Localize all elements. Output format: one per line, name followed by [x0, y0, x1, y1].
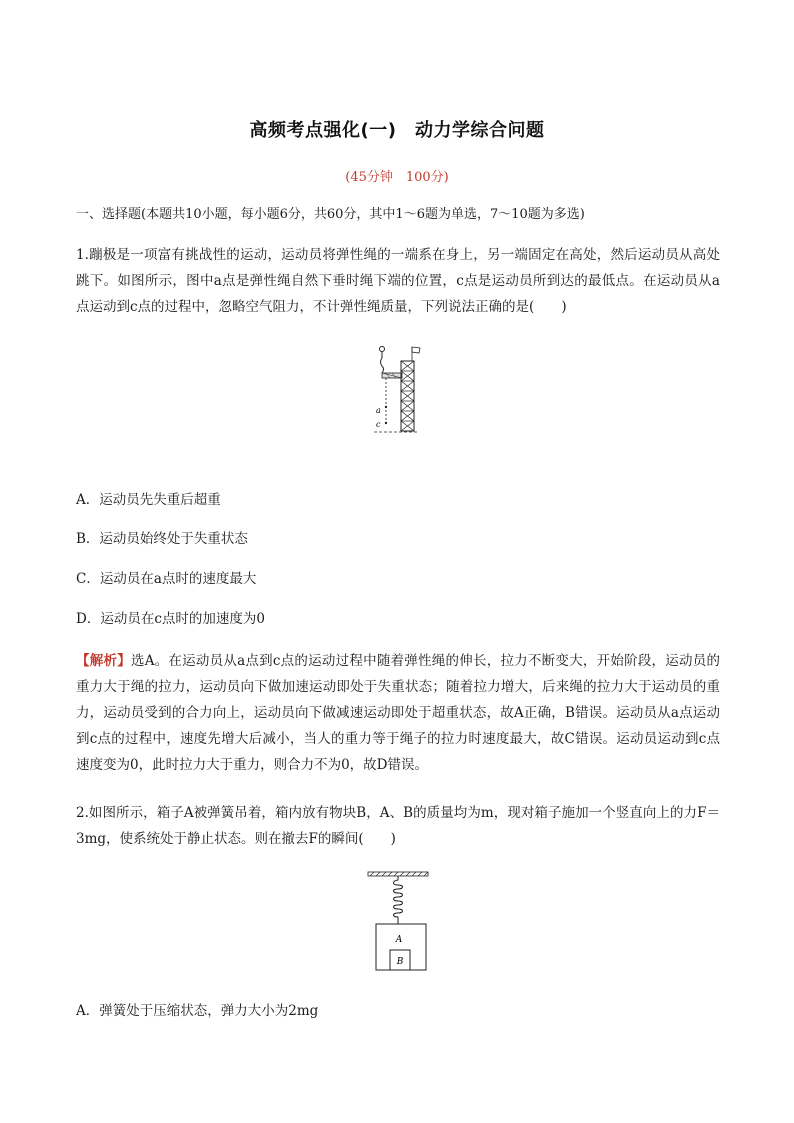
question-2-stem: 2.如图所示，箱子A被弹簧吊着，箱内放有物块B，A、B的质量均为m，现对箱子施加一个竖直向上的力F＝3mg，使系统处于静止状态。则在撤去F的瞬间( ): [76, 805, 720, 847]
spring-box-figure: [366, 868, 430, 972]
analysis-tag: 【解析】: [76, 653, 131, 669]
question-1-option-c: C．运动员在a点时的速度最大: [76, 571, 257, 587]
question-1-stem: 1.蹦极是一项富有挑战性的运动，运动员将弹性绳的一端系在身上，另一端固定在高处，然后运动员从高处跳下。如图所示，图中a点是弹性绳自然下垂时绳下端的位置，c点是运动员所到达的最低点。在运动员从a点运动到c点的过程中，忽略空气阻力，不计弹性绳质量，下列说法正确的是( ): [76, 247, 720, 315]
question-1-option-d: D．运动员在c点时的加速度为0: [76, 611, 265, 627]
box-a-label: A: [395, 935, 403, 945]
point-c-label: c: [376, 420, 381, 429]
block-b-label: B: [396, 957, 404, 967]
point-a-label: a: [376, 406, 381, 415]
bungee-figure: [368, 343, 428, 435]
question-1-analysis: [76, 648, 720, 778]
question-1-option-b: B．运动员始终处于失重状态: [76, 531, 248, 547]
analysis-text: 选A。在运动员从a点到c点的运动过程中随着弹性绳的伸长，拉力不断变大，开始阶段，运动员的重力大于绳的拉力，运动员向下做加速运动即处于失重状态；随着拉力增大，后来绳的拉力大于运动员的重力，运动员受到的合力向上，运动员向下做减速运动即处于超重状态，故A正确，B错误。运动员从a点运动到c点的过程中，速度先增大后减小，当人的重力等于绳子的拉力时速度最大，故C错误。运动员运动到c点速度变为0，此时拉力大于重力，则合力不为0，故D错误。: [76, 653, 721, 773]
page-title: 高频考点强化(一) 动力学综合问题: [249, 120, 545, 141]
question-2-option-a: A．弹簧处于压缩状态，弹力大小为2mg: [76, 1003, 319, 1019]
section-header: 一、选择题(本题共10小题，每小题6分，共60分，其中1～6题为单选，7～10题为多选): [76, 207, 585, 222]
question-1-option-a: A．运动员先失重后超重: [76, 492, 221, 508]
time-score-note: (45分钟 100分): [345, 170, 449, 185]
